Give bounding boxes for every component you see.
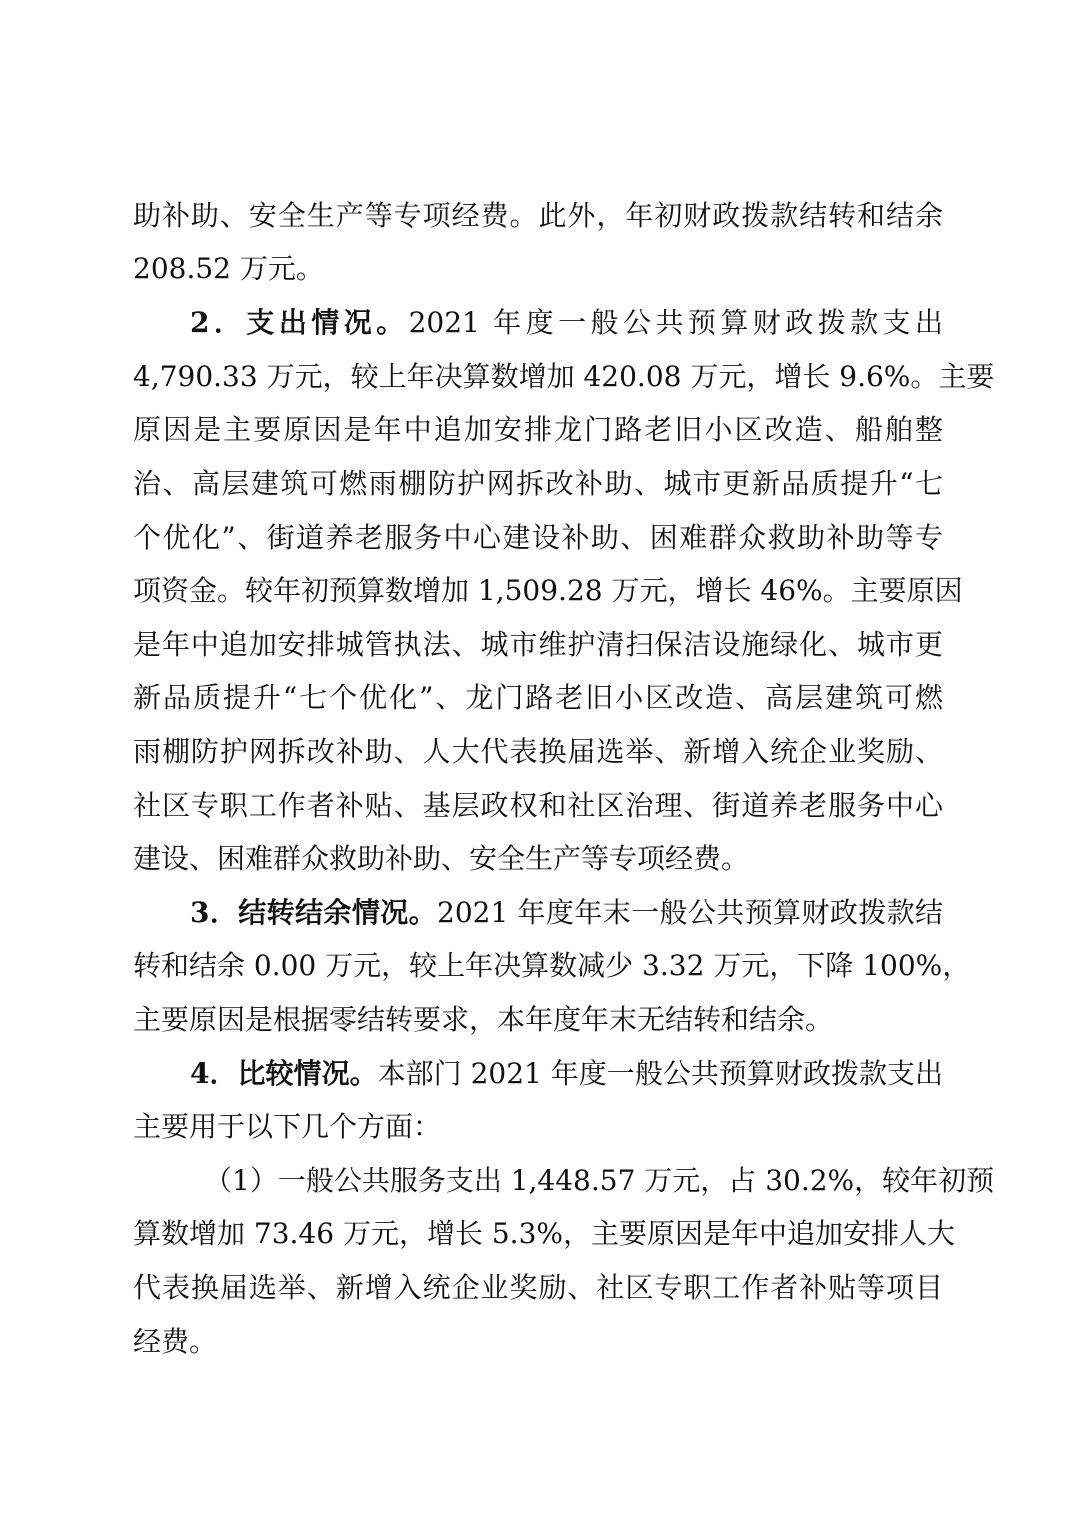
paragraph-line: 社区专职工作者补贴、基层政权和社区治理、街道养老服务中心	[133, 789, 943, 822]
paragraph-line: 算数增加 73.46 万元，增长 5.3%，主要原因是年中追加安排人大	[133, 1217, 955, 1250]
paragraph-line: 转和结余 0.00 万元，较上年决算数减少 3.32 万元，下降 100%，	[133, 949, 971, 982]
paragraph-line: （1）一般公共服务支出 1,448.57 万元，占 30.2%，较年初预	[204, 1164, 995, 1197]
paragraph-line: 原因是主要原因是年中追加安排龙门路老旧小区改造、船舶整	[133, 413, 943, 446]
paragraph-line: 雨棚防护网拆改补助、人大代表换届选举、新增入统企业奖励、	[133, 735, 943, 768]
paragraph-line: 新品质提升“七个优化”、龙门路老旧小区改造、高层建筑可燃	[133, 681, 943, 714]
section-2-heading: 2．支出情况。	[190, 306, 409, 339]
paragraph-line: 主要用于以下几个方面：	[133, 1110, 442, 1143]
paragraph-line: 项资金。较年初预算数增加 1,509.28 万元，增长 46%。主要原因	[133, 574, 963, 607]
section-4-heading: 4．比较情况。	[190, 1057, 378, 1090]
section-4-text: 本部门 2021 年度一般公共预算财政拨款支出	[377, 1057, 944, 1090]
paragraph-line: 是年中追加安排城管执法、城市维护清扫保洁设施绿化、城市更	[133, 628, 943, 661]
section-2-text: 2021 年度一般公共预算财政拨款支出	[408, 306, 943, 339]
paragraph-line: 代表换届选举、新增入统企业奖励、社区专职工作者补贴等项目	[133, 1271, 943, 1304]
paragraph-line: 助补助、安全生产等专项经费。此外，年初财政拨款结转和结余	[133, 199, 943, 232]
section-3-text: 2021 年度年末一般公共预算财政拨款结	[437, 896, 943, 929]
paragraph-line: 建设、困难群众救助补助、安全生产等专项经费。	[133, 842, 750, 875]
paragraph-line: 治、高层建筑可燃雨棚防护网拆改补助、城市更新品质提升“七	[133, 467, 943, 500]
section-2-line	[190, 301, 943, 345]
section-3-line	[190, 891, 943, 935]
section-3-heading: 3．结转结余情况。	[190, 896, 437, 929]
paragraph-line: 208.52 万元。	[133, 252, 324, 285]
paragraph-line: 经费。	[133, 1325, 218, 1358]
paragraph-line: 主要原因是根据零结转要求，本年度年末无结转和结余。	[133, 1003, 834, 1036]
section-4-line	[190, 1052, 943, 1096]
paragraph-line: 4,790.33 万元，较上年决算数增加 420.08 万元，增长 9.6%。主要	[133, 360, 995, 393]
paragraph-line: 个优化”、街道养老服务中心建设补助、困难群众救助补助等专	[133, 521, 943, 554]
